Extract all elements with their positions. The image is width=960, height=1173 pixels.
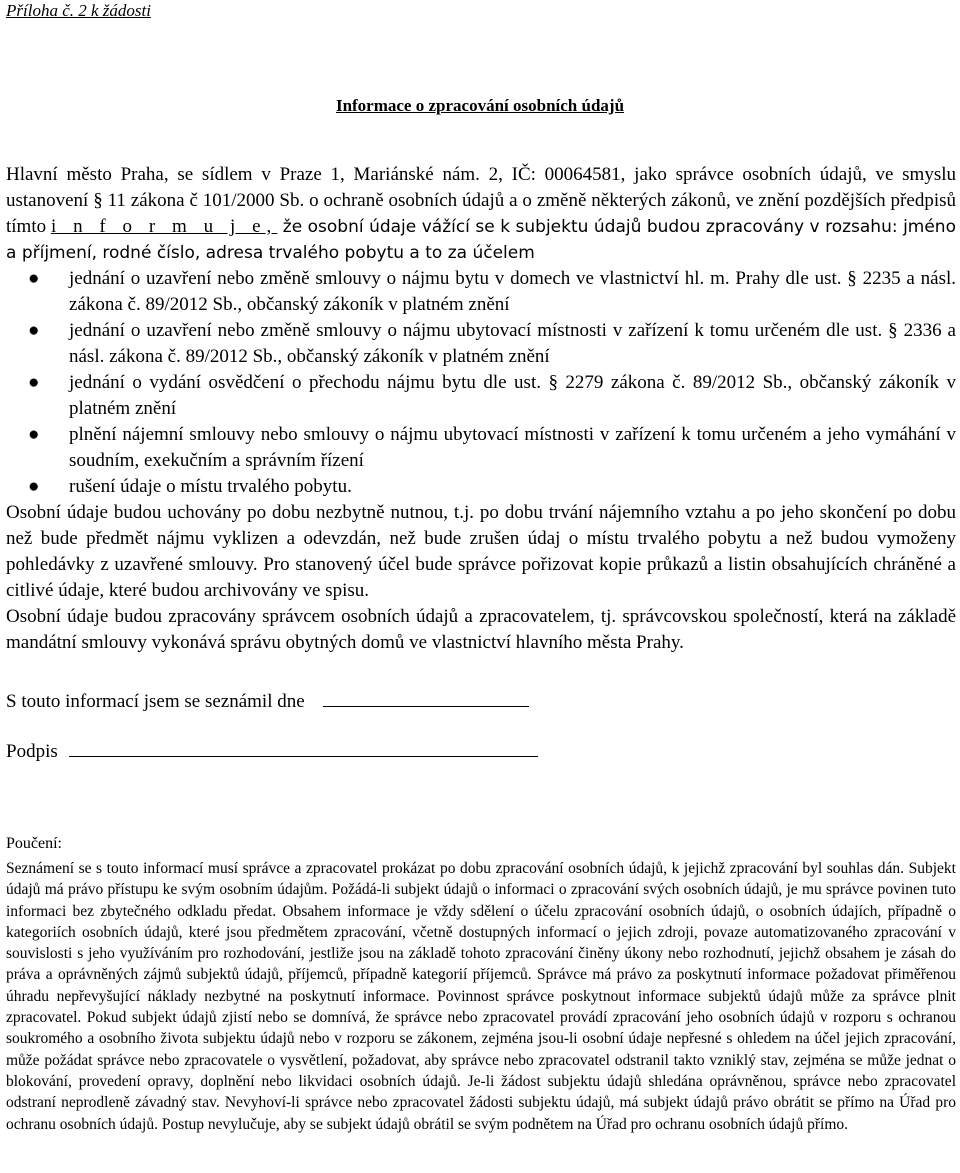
list-item (6, 318, 956, 370)
list-item-text: jednání o vydání osvědčení o přechodu nájmu bytu dle ust. § 2279 zákona č. 89/2012 Sb., občanský zákoník v platném znění (69, 372, 956, 419)
bullet-icon: ● (28, 476, 40, 497)
acknowledgement-row (6, 688, 529, 715)
main-text (6, 162, 956, 656)
retention-paragraph: Osobní údaje budou uchovány po dobu nezbytně nutnou, t.j. po dobu trvání nájemního vztahu a po jeho skončení po dobu než bude předmět nájmu vyklizen a odevzdán, než bude zrušen údaj o místu trvalého pobytu a než budou vymoženy pohledávky z uzavřené smlouvy. Pro stanovený účel bude správce pořizovat kopie průkazů a listin obsahujících chráněné a citlivé údaje, které budou archivovány ve spisu. (6, 502, 956, 601)
page-title: Informace o zpracování osobních údajů (335, 96, 625, 115)
signature-blank[interactable] (69, 738, 538, 757)
signature-label: Podpis (6, 741, 58, 762)
processor-paragraph: Osobní údaje budou zpracovány správcem osobních údajů a zpracovatelem, tj. správcovskou společností, která na základě mandátní smlouvy vykonává správu obytných domů ve vlastnictví hlavního města Prahy. (6, 606, 956, 653)
bullet-icon: ● (28, 320, 40, 341)
intro-part-2: že osobní údaje vážící se k subjektu údajů budou zpracovány v rozsahu: jméno a příjmení, rodné číslo, adresa trvalého pobytu a to za účelem (6, 217, 956, 263)
bullet-icon: ● (28, 424, 40, 445)
list-item-text: rušení údaje o místu trvalého pobytu. (69, 476, 352, 497)
bullet-icon: ● (28, 372, 40, 393)
notice-heading: Poučení: (6, 835, 62, 852)
signature-row (6, 738, 538, 765)
informuje-emphasis: i n f o r m u j e, (50, 216, 278, 237)
notice-text: Seznámení se s touto informací musí správce a zpracovatel prokázat po dobu zpracování osobních údajů, k jejichž zpracování byl souhlas dán. Subjekt údajů má právo přístupu ke svým osobním údajům. Požádá-li subjekt údajů o informaci o zpracování svých osobních údajů, je mu správce povinen tuto informaci bez zbytečného odkladu předat. Obsahem informace je vždy sdělení o účelu zpracování osobních údajů, o osobních údajích, případně o kategoriích osobních údajů, které jsou předmětem zpracování, včetně dostupných informací o jejich zdroji, povaze automatizovaného zpracování v souvislosti s jeho využíváním pro rozhodování, jestliže jsou na základě tohoto zpracování činěny úkony nebo rozhodnutí, jejichž obsahem je zásah do práva a oprávněných zájmů subjektů údajů, příjemců, případně kategorií příjemců. Správce má právo za poskytnutí informace požadovat přiměřenou úhradu nepřevyšující náklady nezbytné na poskytnutí informace. Povinnost správce poskytnout informace subjektů údajů může za správce plnit zpracovatel. Pokud subjekt údajů zjistí nebo se domnívá, že správce nebo zpracovatel provádí zpracování jeho osobních údajů v rozporu s ochranou soukromého a osobního života subjektu údajů nebo v rozporu se zákonem, zejména jsou-li osobní údaje nepřesné s ohledem na účel jejich zpracování, může požádat správce nebo zpracovatele o vysvětlení, požadovat, aby správce nebo zpracovatel odstranil takto vzniklý stav, zejména se může jednat o blokování, provedení opravy, doplnění nebo likvidaci osobních údajů. Je-li žádost subjektu údajů shledána oprávněnou, správce nebo zpracovatel odstraní neprodleně závadný stav. Nevyhoví-li správce nebo zpracovatel žádosti subjektu údajů, má subjekt údajů právo obrátit se přímo na Úřad pro ochranu osobních údajů. Postup nevylučuje, aby se subjekt údajů obrátil se svým podnětem na Úřad pro ochranu osobních údajů přímo. (6, 860, 956, 1133)
list-item (6, 266, 956, 318)
date-blank[interactable] (323, 688, 529, 707)
list-item (6, 370, 956, 422)
acknowledged-label: S touto informací jsem se seznámil dne (6, 691, 305, 712)
list-item (6, 474, 956, 500)
list-item-text: plnění nájemní smlouvy nebo smlouvy o nájmu ubytovací místnosti v zařízení k tomu určeném a jeho vymáhání v soudním, exekučním a správním řízení (69, 424, 956, 471)
purpose-list (6, 266, 956, 500)
intro-part-1: Hlavní město Praha, se sídlem v Praze 1, Mariánské nám. 2, IČ: 00064581, jako správce osobních údajů, ve smyslu ustanovení § 11 zákona č 101/2000 Sb. o ochraně osobních údajů a o změně některých zákonů, ve znění pozdějších předpisů tímto (6, 164, 956, 237)
bullet-icon: ● (28, 268, 40, 289)
list-item-text: jednání o uzavření nebo změně smlouvy o nájmu bytu v domech ve vlastnictví hl. m. Prahy dle ust. § 2235 a násl. zákona č. 89/2012 Sb., občanský zákoník v platném znění (69, 268, 956, 315)
list-item (6, 422, 956, 474)
list-item-text: jednání o uzavření nebo změně smlouvy o nájmu ubytovací místnosti v zařízení k tomu určeném dle ust. § 2336 a násl. zákona č. 89/2012 Sb., občanský zákoník v platném znění (69, 320, 956, 367)
intro-paragraph (6, 162, 956, 266)
attachment-label: Příloha č. 2 k žádosti (6, 1, 151, 20)
